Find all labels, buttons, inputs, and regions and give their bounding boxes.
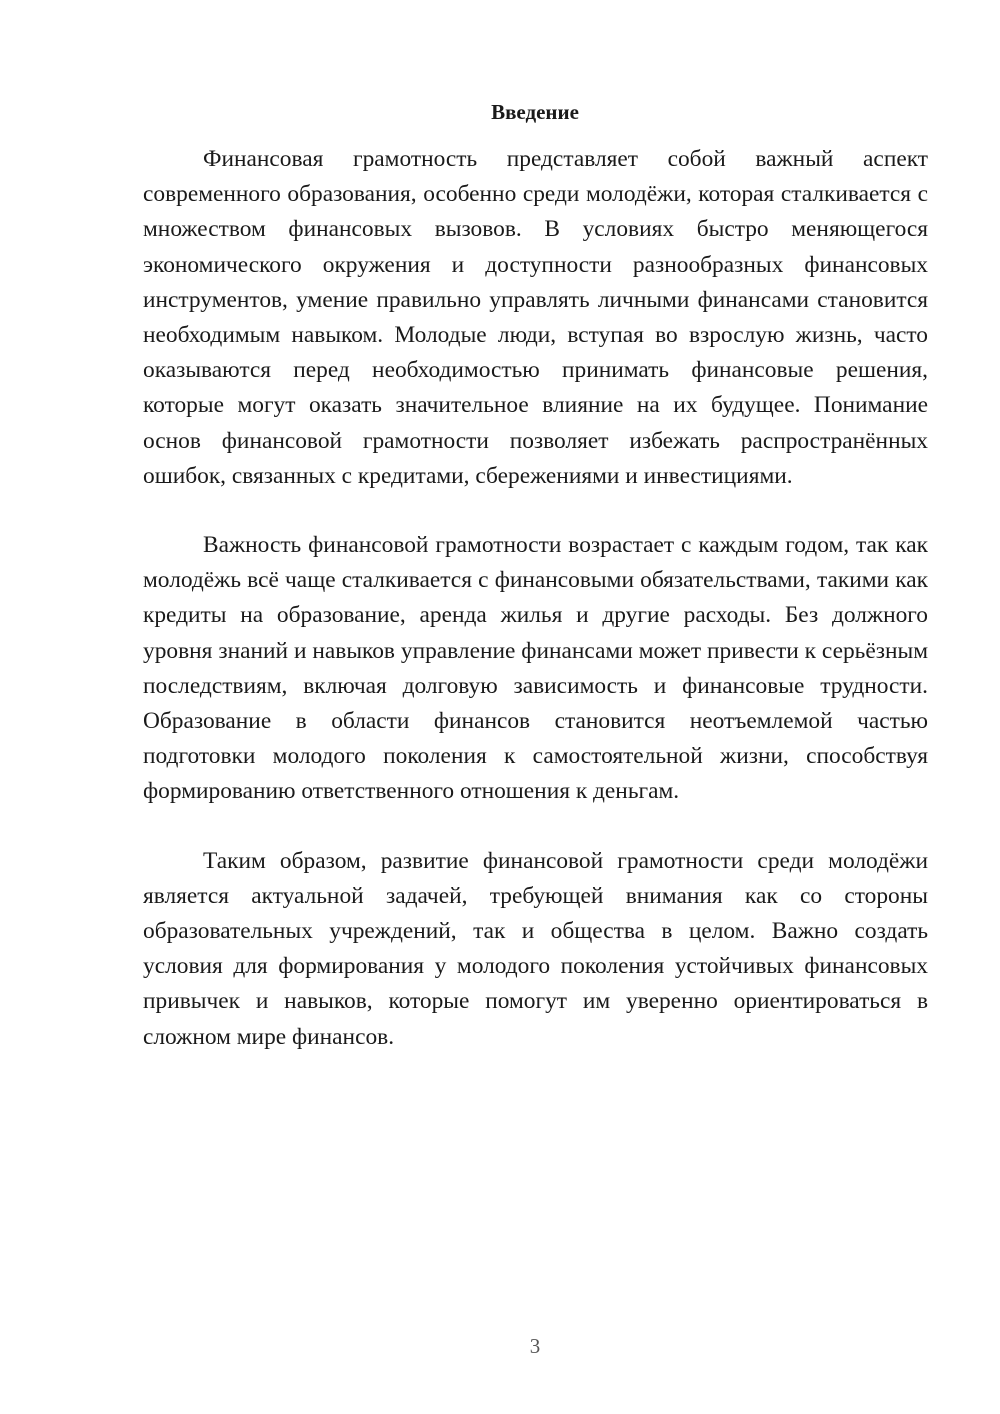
paragraph-1: Финансовая грамотность представляет собой важный аспект современного образования, особенно среди молодёжи, которая сталкивается с множеством финансовых вызовов. В условиях быстро меняющегося экономического окружения и доступности разнообразных финансовых инструментов, умение правильно управлять личными финансами становится необходимым навыком. Молодые люди, вступая во взрослую жизнь, часто оказываются перед необходимостью принимать финансовые решения, которые могут оказать значительное влияние на их будущее. Понимание основ финансовой грамотности позволяет избежать распространённых ошибок, связанных с кредитами, сбережениями и инвестициями. [143,146,928,489]
paragraph-3: Таким образом, развитие финансовой грамотности среди молодёжи является актуальной задачей, требующей внимания как со стороны образовательных учреждений, так и общества в целом. Важно создать условия для формирования у молодого поколения устойчивых финансовых привычек и навыков, которые помогут им уверенно ориентироваться в сложном мире финансов. [143,847,928,1050]
paragraph-2: Важность финансовой грамотности возрастает с каждым годом, так как молодёжь всё чаще сталкивается с финансовыми обязательствами, такими как кредиты на образование, аренда жилья и другие расходы. Без должного уровня знаний и навыков управление финансами может привести к серьёзным последствиям, включая долговую зависимость и финансовые трудности. Образование в области финансов становится неотъемлемой частью подготовки молодого поколения к самостоятельной жизни, способствуя формированию ответственного отношения к деньгам. [143,532,928,805]
body-text [143,142,928,1055]
section-title: Введение [491,100,579,124]
page-number: 3 [529,1334,541,1358]
